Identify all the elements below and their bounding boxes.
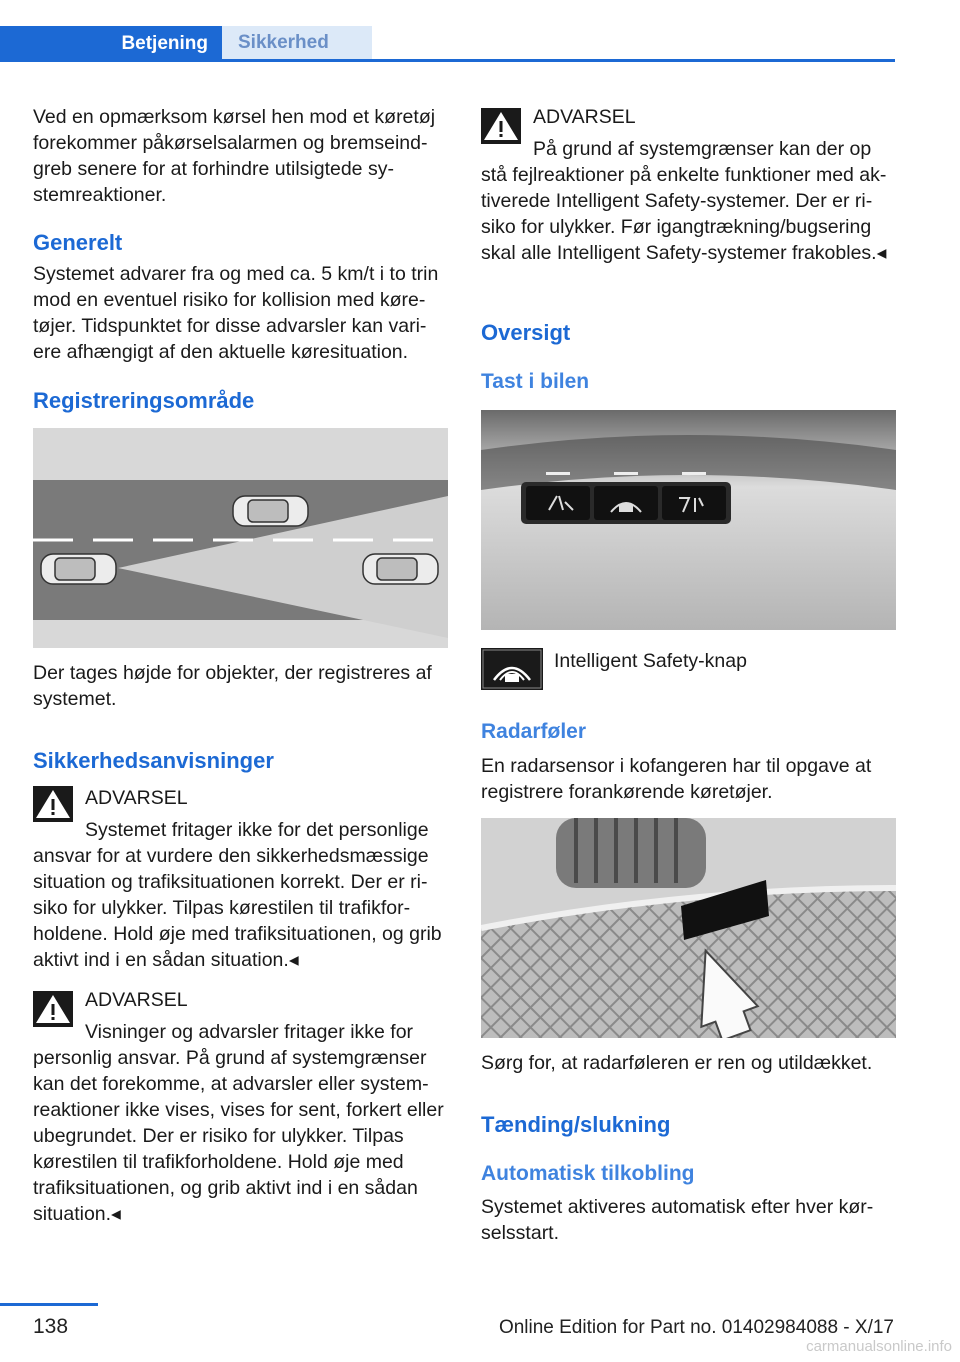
heading-radarfoeler: Radarføler [481, 720, 587, 743]
bumper-photo [481, 818, 896, 1038]
registration-caption: Der tages højde for objekter, der registreres af systemet. [33, 662, 432, 710]
button-caption: Intelligent Safety-knap [554, 650, 747, 672]
heading-sikkerhedsanvisninger: Sikkerhedsanvisninger [33, 748, 274, 773]
heading-taending-slukning: Tænding/slukning [481, 1112, 671, 1137]
auto-paragraph: Systemet aktiveres automatisk efter hver kørselsstart. [481, 1196, 874, 1244]
heading-oversigt: Oversigt [481, 320, 571, 345]
car-left [41, 554, 116, 584]
heading-generelt: Generelt [33, 230, 123, 255]
page-number: 138 [33, 1315, 69, 1338]
car-top [233, 496, 308, 526]
edition-text: Online Edition for Part no. 01402984088 - X/17 [498, 1317, 894, 1338]
warning2-text: personlig ansvar. På grund af systemgrænser kan det forekomme, at advarsler eller systemreaktioner ikke vises, vises for sent, forkert eller ubegrundet. Der er risiko for ulykker. Tilpas kørestilen til trafikforholdene. Hold øje med trafiksituationen, og grib aktivt ind i en sådan situation.◂ [33, 1047, 444, 1225]
warning2-line1: Visninger og advarsler fritager ikke for [85, 1021, 414, 1043]
warning1-title: ADVARSEL [85, 787, 188, 809]
detection-area-figure [33, 428, 448, 648]
heading-automatisk-tilkobling: Automatisk tilkobling [481, 1162, 695, 1185]
intro-paragraph: Ved en opmærksom kørsel hen mod et køretøj forekommer påkørselsalarmen og bremseindgreb senere for at forhindre utilsigtede systemreaktioner. [33, 106, 436, 206]
warning1-line1: Systemet fritager ikke for det personlige [85, 819, 429, 841]
header-tabs [0, 0, 895, 62]
warning1-text: ansvar for at vurdere den sikkerhedsmæssige situation og trafiksituationen korrekt. Der er risiko for ulykker. Tilpas kørestilen til trafikforholdene. Hold øje med trafiksituationen, og grib aktivt ind i en sådan situation.◂ [33, 845, 442, 971]
intelligent-safety-icon [481, 648, 543, 690]
warning-triangle-icon [481, 108, 521, 144]
road-illustration [33, 428, 448, 648]
car-right [363, 554, 438, 584]
warning-triangle-icon [33, 786, 73, 822]
heading-registreringsomraade: Registreringsområde [33, 388, 255, 413]
footer-divider [0, 1303, 98, 1306]
radar-sensor-figure [481, 818, 896, 1038]
warning-triangle-icon [33, 991, 73, 1027]
header-divider [0, 59, 895, 62]
watermark: carmanualsonline.info [806, 1338, 952, 1355]
radar-paragraph: En radarsensor i kofangeren har til opgave at registrere forankørende køretøjer. [481, 755, 872, 803]
warning3-line1: På grund af systemgrænser kan der op [533, 138, 872, 160]
heading-tast-i-bilen: Tast i bilen [481, 370, 590, 393]
radar-caption: Sørg for, at radarføleren er ren og utildækket. [481, 1052, 873, 1074]
tab-sikkerhed[interactable]: Sikkerhed [222, 26, 372, 59]
button-panel-figure [481, 410, 896, 630]
warning3-text: stå fejlreaktioner på enkelte funktioner med aktiverede Intelligent Safety-systemer. Der er risiko for ulykker. Før igangtrækning/bugsering skal alle Intelligent Safety-systemer frakobles.◂ [481, 164, 887, 264]
general-paragraph: Systemet advarer fra og med ca. 5 km/t i to trin mod en eventuel risiko for kollision med køretøjer. Tidspunktet for disse advarsler kan variere afhængigt af den aktuelle køresituation. [33, 263, 439, 363]
tab-betjening[interactable]: Betjening [0, 26, 222, 62]
warning3-title: ADVARSEL [533, 106, 636, 128]
warning2-title: ADVARSEL [85, 989, 188, 1011]
button-panel-photo [481, 410, 896, 630]
